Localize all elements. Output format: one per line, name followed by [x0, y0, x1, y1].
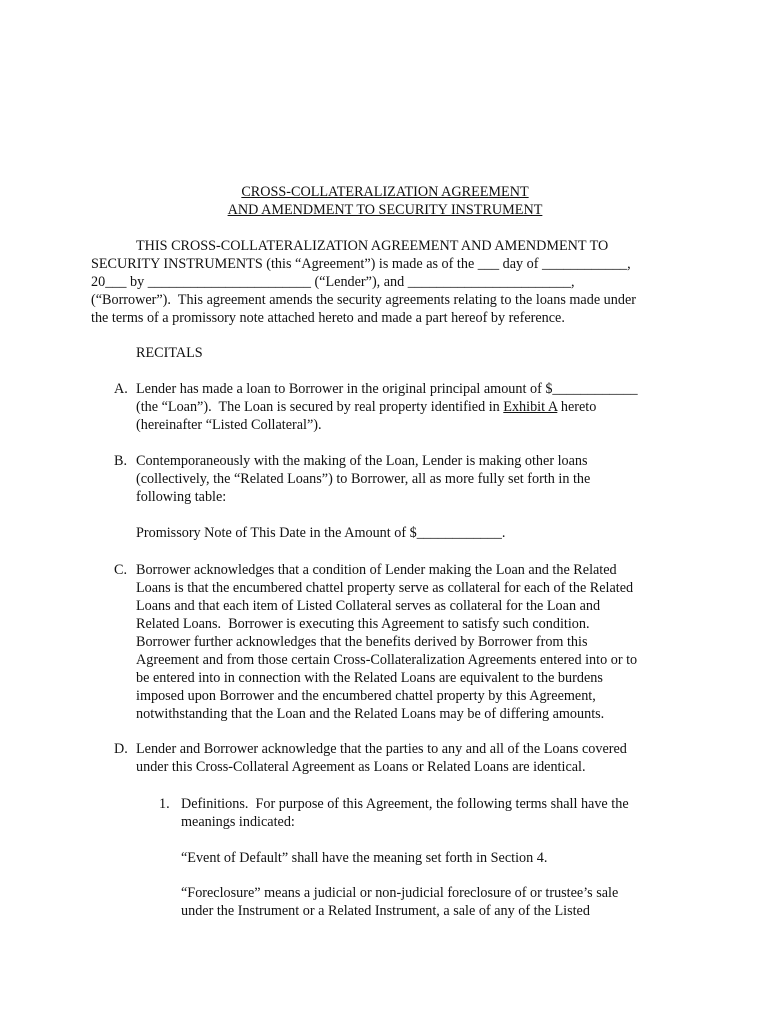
- recital-line: Agreement and from those certain Cross-Collateralization Agreements entered into or to: [136, 652, 638, 668]
- recital-text: (the “Loan”). The Loan is secured by real property identified in: [136, 399, 504, 415]
- recital-line: Related Loans. Borrower is executing this Agreement to satisfy such condition.: [136, 616, 590, 632]
- event-of-default-definition: “Event of Default” shall have the meaning set forth in Section 4.: [181, 850, 548, 866]
- intro-line: 20___ by _______________________ (“Lender”), and _______________________,: [91, 274, 575, 290]
- recital-line: Borrower acknowledges that a condition of Lender making the Loan and the Related: [136, 562, 617, 578]
- recital-a-marker: A.: [114, 381, 128, 397]
- recital-line: be entered into in connection with the Related Loans are equivalent to the burdens: [136, 670, 603, 686]
- recital-line: under this Cross-Collateral Agreement as Loans or Related Loans are identical.: [136, 759, 586, 775]
- recital-line: (hereinafter “Listed Collateral”).: [136, 417, 322, 433]
- promissory-note-line: Promissory Note of This Date in the Amount of $____________.: [136, 525, 506, 541]
- recital-line: Contemporaneously with the making of the Loan, Lender is making other loans: [136, 453, 588, 469]
- section-line: meanings indicated:: [181, 814, 295, 830]
- recital-line: Lender and Borrower acknowledge that the parties to any and all of the Loans covered: [136, 741, 627, 757]
- intro-line: the terms of a promissory note attached hereto and made a part hereof by reference.: [91, 310, 565, 326]
- document-title-line-1: CROSS-COLLATERALIZATION AGREEMENT: [241, 184, 529, 200]
- recital-c-marker: C.: [114, 562, 128, 578]
- section-1-marker: 1.: [159, 796, 170, 812]
- recital-line: notwithstanding that the Loan and the Related Loans may be of differing amounts.: [136, 706, 605, 722]
- recital-line: Loans and that each item of Listed Collateral serves as collateral for the Loan and: [136, 598, 601, 614]
- recital-line: imposed upon Borrower and the encumbered chattel property by this Agreement,: [136, 688, 596, 704]
- foreclosure-definition-line: “Foreclosure” means a judicial or non-judicial foreclosure of or trustee’s sale: [181, 885, 619, 901]
- recital-line: Loans is that the encumbered chattel property serve as collateral for each of the Related: [136, 580, 634, 596]
- recital-line: following table:: [136, 489, 227, 505]
- intro-line: SECURITY INSTRUMENTS (this “Agreement”) is made as of the ___ day of ____________,: [91, 256, 631, 272]
- recital-line: Lender has made a loan to Borrower in the original principal amount of $____________: [136, 381, 638, 397]
- section-line: Definitions. For purpose of this Agreement, the following terms shall have the: [181, 796, 629, 812]
- foreclosure-definition-line: under the Instrument or a Related Instrument, a sale of any of the Listed: [181, 903, 590, 919]
- document-title-line-2: AND AMENDMENT TO SECURITY INSTRUMENT: [227, 202, 543, 218]
- recitals-heading: RECITALS: [136, 345, 203, 361]
- intro-line: THIS CROSS-COLLATERALIZATION AGREEMENT AND AMENDMENT TO: [136, 238, 609, 254]
- exhibit-a-reference: Exhibit A: [503, 399, 558, 415]
- recital-line: [136, 398, 596, 416]
- recital-d-marker: D.: [114, 741, 128, 757]
- recital-b-marker: B.: [114, 453, 128, 469]
- recital-line: Borrower further acknowledges that the benefits derived by Borrower from this: [136, 634, 588, 650]
- recital-line: (collectively, the “Related Loans”) to Borrower, all as more fully set forth in the: [136, 471, 591, 487]
- intro-line: (“Borrower”). This agreement amends the security agreements relating to the loans made under: [91, 292, 636, 308]
- recital-text: hereto: [557, 399, 597, 415]
